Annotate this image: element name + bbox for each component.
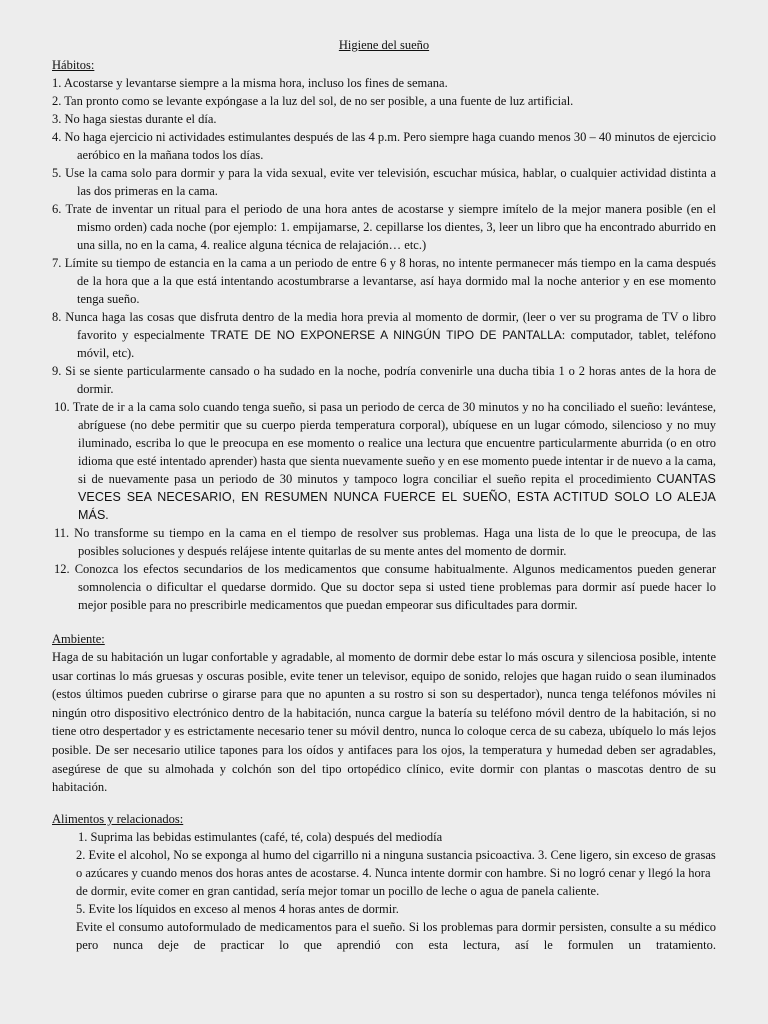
environment-paragraph: Haga de su habitación un lugar confortable y agradable, al momento de dormir debe estar lo más oscura y silenciosa posible, intente usar cortinas lo más gruesas y oscuras posible, evite tener un televisor, equipo de sonido, relojes que hagan ruido o sean iluminados (estos últimos pueden cubrirse o girarse para que no apunten a su rostro si son su despertador), nunca tenga teléfonos móviles ni ningún otro dispositivo electrónico dentro de la habitación, nunca cargue la batería su teléfono móvil dentro de la habitación, si no tiene otro despertador y es estrictamente necesario tener su móvil dentro, nunca lo coloque cerca de su cabeza, ubíquelo lo más lejos posible. De ser necesario utilice tapones para los oídos y antifaces para los ojos, la temperatura y humedad deben ser agradables, asegúrese de que su almohada y colchón son del tipo ortopédico clínico, evite dormir con plantas o mascotas dentro de su habitación.	[52, 650, 716, 795]
habits-list	[52, 74, 716, 614]
habits-heading: Hábitos:	[52, 58, 95, 72]
habit-item: 1. Acostarse y levantarse siempre a la misma hora, incluso los fines de semana.	[52, 76, 448, 90]
habit-item: 4. No haga ejercicio ni actividades estimulantes después de las 4 p.m. Pero siempre haga cuando menos 30 – 40 minutos de ejercicio aeróbico en la mañana todos los días.	[52, 130, 716, 162]
caps-emphasis: TRATE DE NO EXPONERSE A NINGÚN TIPO DE PANTALLA	[210, 328, 562, 342]
habit-item: 2. Tan pronto como se levante expóngase a la luz del sol, de no ser posible, a una fuente de luz artificial.	[52, 94, 574, 108]
habit-item: 8. Nunca haga las cosas que disfruta dentro de la media hora previa al momento de dormir, (leer o ver su programa de TV o libro favorito y especialmente TRATE DE NO EXPONERSE A NINGÚN TIPO DE PANTALLA: computador, tablet, teléfono móvil, etc).	[52, 310, 717, 360]
habit-item: 5. Use la cama solo para dormir y para la vida sexual, evite ver televisión, escuchar música, hablar, o cualquier actividad distinta a las dos primeras en la cama.	[52, 166, 716, 198]
food-list	[52, 828, 716, 954]
habit-item: 9. Si se siente particularmente cansado o ha sudado en la noche, podría convenirle una ducha tibia 1 o 2 horas antes de la hora de dormir.	[52, 364, 716, 396]
food-line: 5. Evite los líquidos en exceso al menos 4 horas antes de dormir.	[76, 901, 399, 916]
habit-item: 3. No haga siestas durante el día.	[52, 112, 217, 126]
caps-emphasis: CUANTAS VECES SEA NECESARIO, EN RESUMEN NUNCA FUERCE EL SUEÑO, ESTA ACTITUD SOLO LO ALEJA MÁS	[78, 472, 716, 522]
food-line: 1. Suprima las bebidas estimulantes (café, té, cola) después del mediodía	[78, 829, 443, 844]
food-heading: Alimentos y relacionados:	[52, 811, 184, 826]
habit-item: 7. Límite su tiempo de estancia en la cama a un periodo de entre 6 y 8 horas, no intente permanecer más tiempo en la cama después de la hora que a la que está intentando acostumbrarse a levantarse, así haya dormido mal la noche anterior y en ese momento tenga sueño.	[52, 256, 717, 306]
habit-item: 12. Conozca los efectos secundarios de los medicamentos que consume habitualmente. Algunos medicamentos pueden generar somnolencia o dificultar el quedarse dormido. Que su doctor sepa si usted tiene problemas para dormir así puede hacer lo mejor posible para no prescribirle medicamentos que puedan empeorar sus dificultades para dormir.	[54, 562, 716, 612]
habit-item: 10. Trate de ir a la cama solo cuando tenga sueño, si pasa un periodo de cerca de 30 minutos y no ha conciliado el sueño: levántese, abríguese (no debe permitir que su cuerpo pierda temperatura corporal), ubíquese en un lugar cómodo, silencioso y no muy iluminado, escriba lo que le preocupa en ese momento o realice una lectura que encuentre particularmente aburrida (o en otro idioma que esté intentado aprender) hasta que sienta nuevamente sueño y en ese momento puede intentar ir de nuevo a la cama, si de nuevamente pasa un periodo de 30 minutos y tampoco logra conciliar el sueño repita el procedimiento CUANTAS VECES SEA NECESARIO, EN RESUMEN NUNCA FUERCE EL SUEÑO, ESTA ACTITUD SOLO LO ALEJA MÁS.	[54, 400, 716, 522]
environment-heading: Ambiente:	[52, 632, 105, 646]
food-line: 2. Evite el alcohol, No se exponga al humo del cigarrillo ni a ninguna sustancia psicoactiva. 3. Cene ligero, sin exceso de grasas o azúcares y cuando menos dos horas antes de acostarse. 4. Nunca intente dormir con hambre. Si no logró cenar y llegó la hora de dormir, evite comer en gran cantidad, sería mejor tomar un pocillo de leche o agua de panela caliente.	[76, 847, 716, 898]
food-line: Evite el consumo autoformulado de medicamentos para el sueño. Si los problemas para dormir persisten, consulte a su médico pero nunca deje de practicar lo que aprendió con esta lectura, así le formulen un tratamiento.	[76, 919, 716, 952]
document-title: Higiene del sueño	[338, 38, 430, 52]
habit-item: 6. Trate de inventar un ritual para el periodo de una hora antes de acostarse y siempre imítelo de la mejor manera posible (en el mismo orden) cada noche (por ejemplo: 1. empijamarse, 2. cepillarse los dientes, 3, leer un libro que ha encontrado aburrido en una silla, no en la cama, 4. realice alguna técnica de relajación… etc.)	[52, 202, 716, 252]
habit-item: 11. No transforme su tiempo en la cama en el tiempo de resolver sus problemas. Haga una lista de lo que le preocupa, de las posibles soluciones y después relájese intente quitarlas de su mente antes del momento de dormir.	[54, 526, 717, 558]
